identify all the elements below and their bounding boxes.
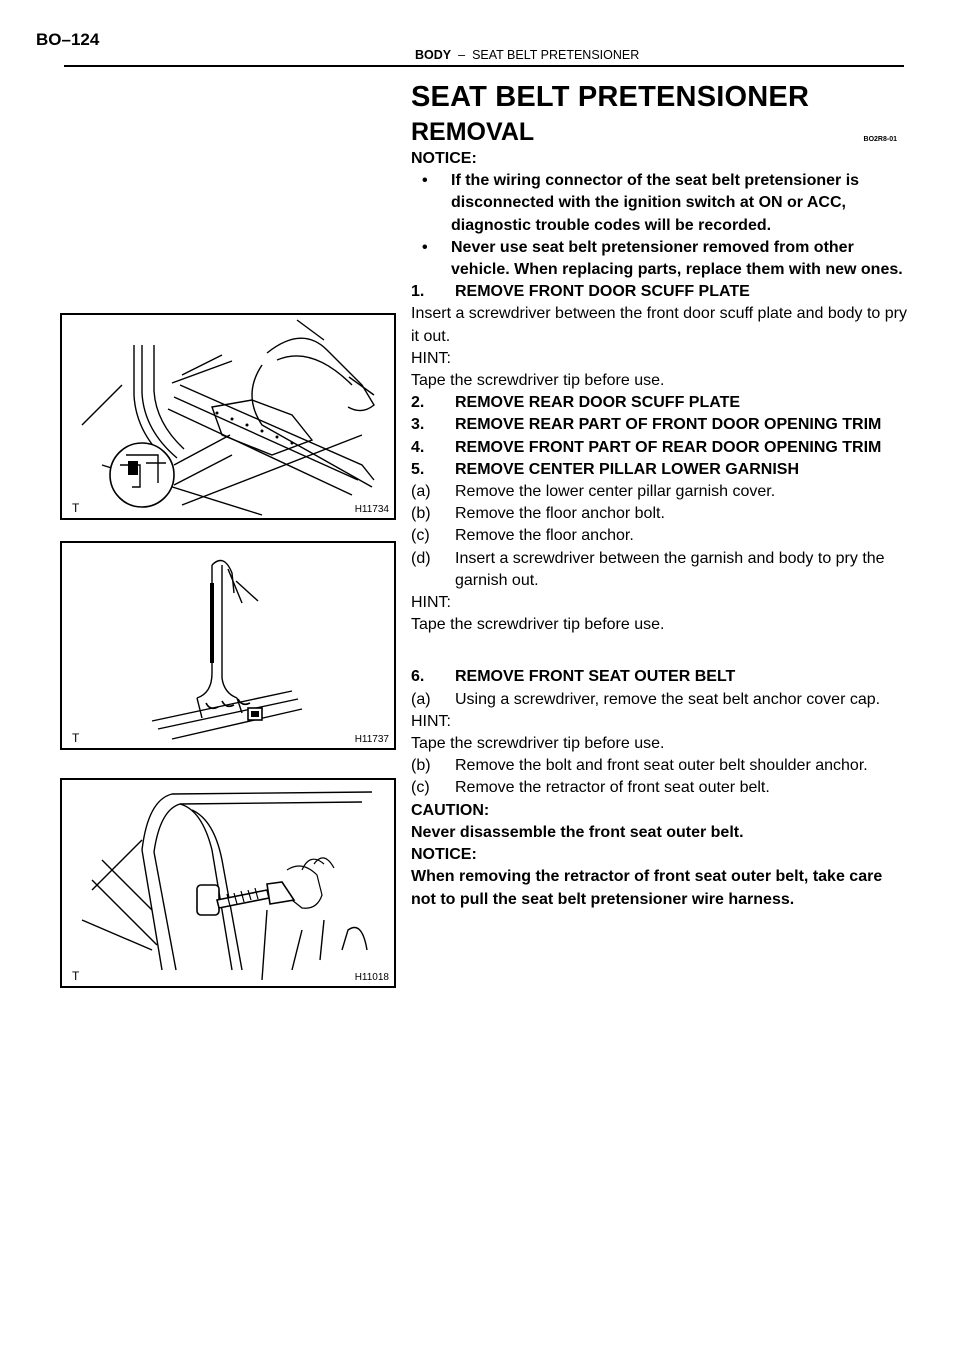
scuff-plate-illustration	[62, 315, 394, 518]
figure-mark: T	[72, 731, 80, 745]
step-heading	[411, 414, 909, 436]
step-number: 4.	[411, 438, 425, 456]
step-heading	[411, 281, 909, 303]
notice-bullet: • Never use seat belt pretensioner removed from other vehicle. When replacing parts, replace them with new ones.	[411, 237, 909, 281]
caution-text: Never disassemble the front seat outer belt.	[411, 823, 744, 841]
step-title: REMOVE CENTER PILLAR LOWER GARNISH	[455, 460, 800, 478]
sub-step	[411, 481, 909, 503]
sub-step-text: Remove the floor anchor.	[455, 527, 634, 545]
sub-step-letter: (c)	[411, 779, 430, 797]
sub-step-text: Remove the floor anchor bolt.	[455, 505, 665, 523]
pillar-garnish-illustration	[62, 543, 394, 748]
hint-label: HINT:	[411, 594, 451, 612]
sub-step	[411, 503, 909, 525]
figure-scuff-plate	[60, 313, 396, 520]
notice-label: NOTICE:	[411, 846, 477, 864]
sub-step	[411, 525, 909, 547]
sub-step-letter: (c)	[411, 527, 430, 545]
caution-label: CAUTION:	[411, 801, 490, 819]
step-text: Insert a screwdriver between the front door scuff plate and body to pry it out.	[411, 305, 907, 345]
running-header	[415, 48, 639, 62]
sub-step-letter: (a)	[411, 483, 431, 501]
hint-text: Tape the screwdriver tip before use.	[411, 372, 665, 390]
sub-step	[411, 548, 909, 592]
notice-label: NOTICE:	[411, 150, 477, 167]
figure-mark: T	[72, 969, 80, 983]
step-title: REMOVE FRONT PART OF REAR DOOR OPENING TRIM	[455, 438, 882, 456]
procedure-text	[411, 80, 909, 911]
step-heading	[411, 666, 909, 688]
figure-belt-anchor	[60, 778, 396, 988]
page-title: SEAT BELT PRETENSIONER	[411, 81, 810, 113]
figure-pillar-garnish	[60, 541, 396, 750]
step-title: REMOVE REAR DOOR SCUFF PLATE	[455, 394, 741, 412]
document-code: BO2R8-01	[863, 136, 897, 143]
sub-step-letter: (b)	[411, 505, 431, 523]
step-number: 2.	[411, 394, 425, 412]
step-number: 1.	[411, 283, 425, 301]
step-heading	[411, 392, 909, 414]
sub-step	[411, 755, 909, 777]
sub-step-text: Remove the lower center pillar garnish cover.	[455, 483, 776, 501]
step-title: REMOVE FRONT DOOR SCUFF PLATE	[455, 283, 750, 301]
step-heading	[411, 437, 909, 459]
hint-label: HINT:	[411, 712, 451, 730]
sub-step	[411, 689, 909, 711]
step-title: REMOVE REAR PART OF FRONT DOOR OPENING TRIM	[455, 416, 882, 434]
hint-text: Tape the screwdriver tip before use.	[411, 735, 665, 753]
step-title: REMOVE FRONT SEAT OUTER BELT	[455, 668, 736, 686]
step-number: 6.	[411, 668, 425, 686]
section-heading	[411, 116, 909, 148]
hint-label: HINT:	[411, 349, 451, 367]
sub-step-text: Remove the bolt and front seat outer belt shoulder anchor.	[455, 757, 868, 775]
hint-text: Tape the screwdriver tip before use.	[411, 616, 665, 634]
notice-text: When removing the retractor of front seat outer belt, take care not to pull the seat belt pretensioner wire harness.	[411, 868, 883, 908]
sub-step	[411, 777, 909, 799]
step-number: 3.	[411, 416, 425, 434]
notice-bullet: • If the wiring connector of the seat belt pretensioner is disconnected with the ignition switch at ON or ACC, diagnostic trouble codes will be recorded.	[411, 170, 909, 237]
spacer	[411, 636, 909, 666]
sub-step-text: Insert a screwdriver between the garnish and body to pry the garnish out.	[455, 549, 885, 589]
belt-anchor-illustration	[62, 780, 394, 986]
sub-step-letter: (a)	[411, 690, 431, 708]
section-name: BODY	[415, 48, 452, 62]
figure-mark: T	[72, 501, 80, 515]
subsection-name: SEAT BELT PRETENSIONER	[472, 48, 640, 62]
figure-ref: H11737	[354, 734, 389, 745]
page-number: BO–124	[36, 30, 100, 49]
sub-step-letter: (b)	[411, 757, 431, 775]
sub-step-letter: (d)	[411, 549, 431, 567]
figure-ref: H11018	[354, 972, 389, 983]
section-heading-text: REMOVAL	[411, 118, 535, 146]
sub-step-text: Remove the retractor of front seat outer belt.	[455, 779, 770, 797]
figure-ref: H11734	[354, 504, 389, 515]
header-separator: –	[458, 48, 466, 62]
step-number: 5.	[411, 460, 425, 478]
step-heading	[411, 459, 909, 481]
header-rule	[64, 65, 904, 67]
sub-step-text: Using a screwdriver, remove the seat belt anchor cover cap.	[455, 690, 881, 708]
